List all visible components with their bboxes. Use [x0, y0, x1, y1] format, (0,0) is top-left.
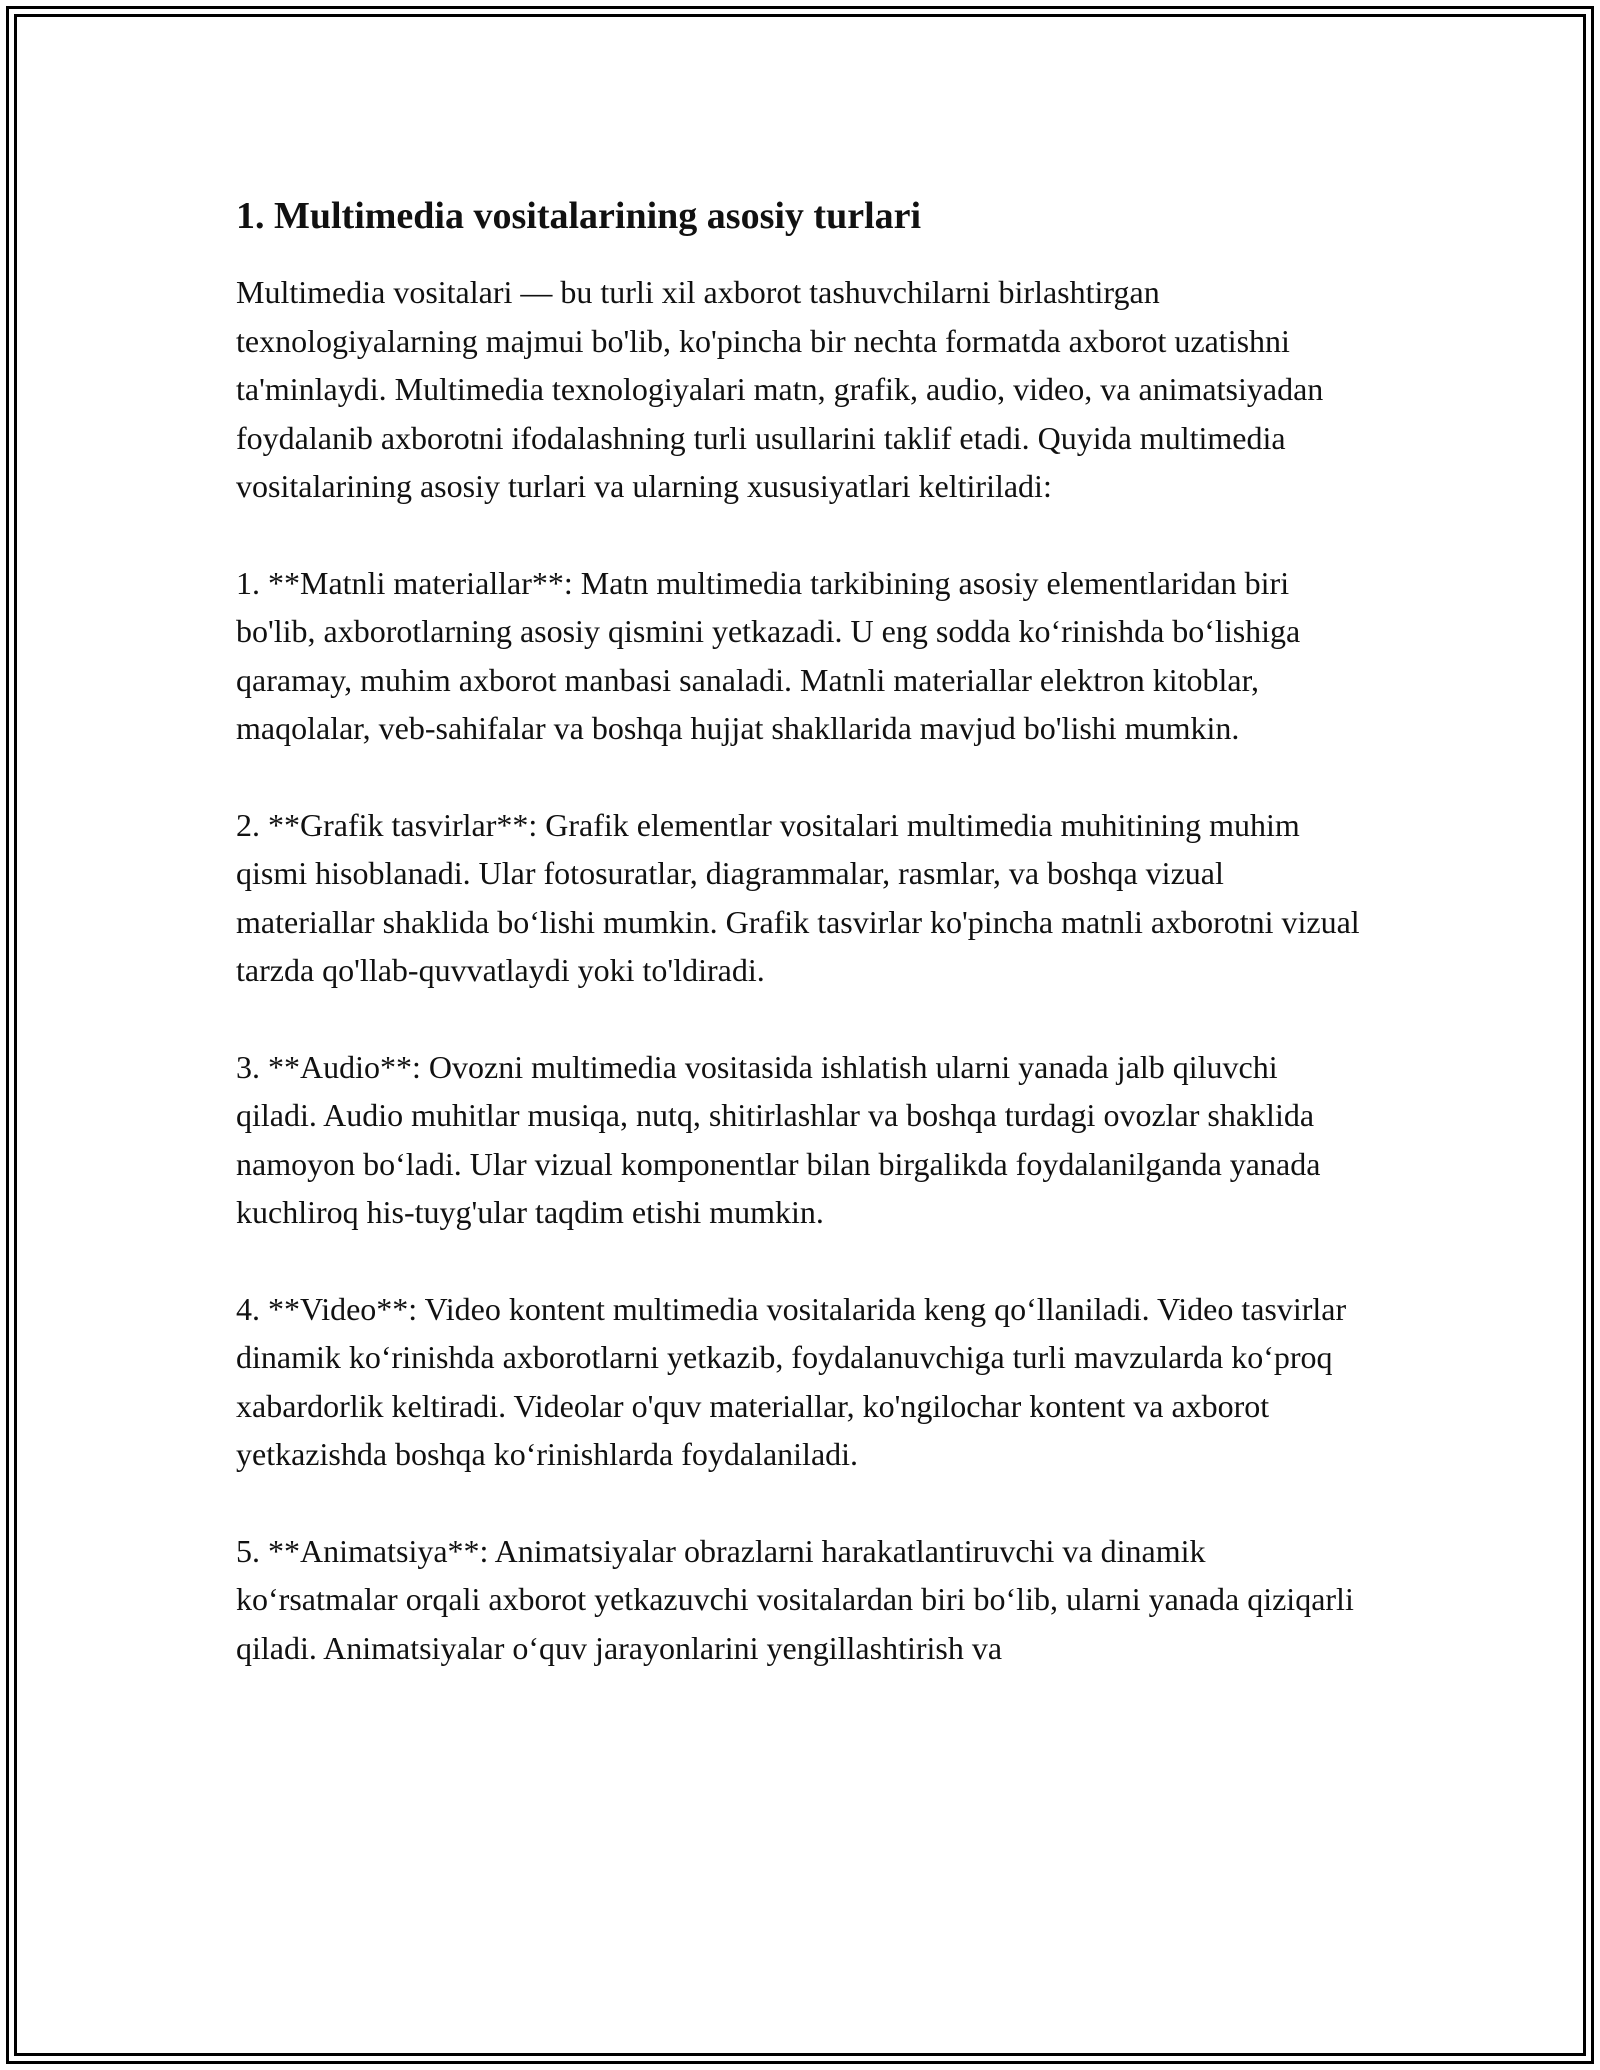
list-item-text-materials: 1. **Matnli materiallar**: Matn multimedia tarkibining asosiy elementlaridan biri bo'lib, axborotlarning asosiy qismini yetkazadi. U eng sodda koʻrinishda boʻlishiga qaramay, muhim axborot manbasi sanaladi. Matnli materiallar elektron kitoblar, maqolalar, veb-sahifalar va boshqa hujjat shakllarida mavjud bo'lishi mumkin.: [236, 564, 1301, 746]
list-item-video: 4. **Video**: Video kontent multimedia vositalarida keng qoʻllaniladi. Video tasvirlar dinamik koʻrinishda axborotlarni yetkazib, foydalanuvchiga turli mavzularda koʻproq xabardorlik keltiradi. Videolar o'quv materiallar, ko'ngilochar kontent va axborot yetkazishda boshqa koʻrinishlarda foydalaniladi.: [236, 1290, 1347, 1472]
section-heading: 1. Multimedia vositalarining asosiy turlari: [236, 195, 922, 237]
list-item-animation: 5. **Animatsiya**: Animatsiyalar obrazlarni harakatlantiruvchi va dinamik koʻrsatmalar orqali axborot yetkazuvchi vositalardan biri boʻlib, ularni yanada qiziqarli qiladi. Animatsiyalar oʻquv jarayonlarini yengillashtirish va: [236, 1532, 1354, 1666]
document-page: [236, 186, 1366, 1720]
list-item-graphics: 2. **Grafik tasvirlar**: Grafik elementlar vositalari multimedia muhitining muhim qismi hisoblanadi. Ular fotosuratlar, diagrammalar, rasmlar, va boshqa vizual materiallar shaklida boʻlishi mumkin. Grafik tasvirlar ko'pincha matnli axborotni vizual tarzda qo'llab-quvvatlaydi yoki to'ldiradi.: [236, 806, 1360, 988]
list-item-audio: 3. **Audio**: Ovozni multimedia vositasida ishlatish ularni yanada jalb qiluvchi qiladi. Audio muhitlar musiqa, nutq, shitirlashlar va boshqa turdagi ovozlar shaklida namoyon boʻladi. Ular vizual komponentlar bilan birgalikda foydalanilganda yanada kuchliroq his-tuyg'ular taqdim etishi mumkin.: [236, 1048, 1321, 1230]
intro-paragraph: Multimedia vositalari — bu turli xil axborot tashuvchilarni birlashtirgan texnologiyalarning majmui bo'lib, ko'pincha bir nechta formatda axborot uzatishni ta'minlaydi. Multimedia texnologiyalari matn, grafik, audio, video, va animatsiyadan foydalanib axborotni ifodalashning turli usullarini taklif etadi. Quyida multimedia vositalarining asosiy turlari va ularning xususiyatlari keltiriladi:: [236, 274, 1324, 504]
